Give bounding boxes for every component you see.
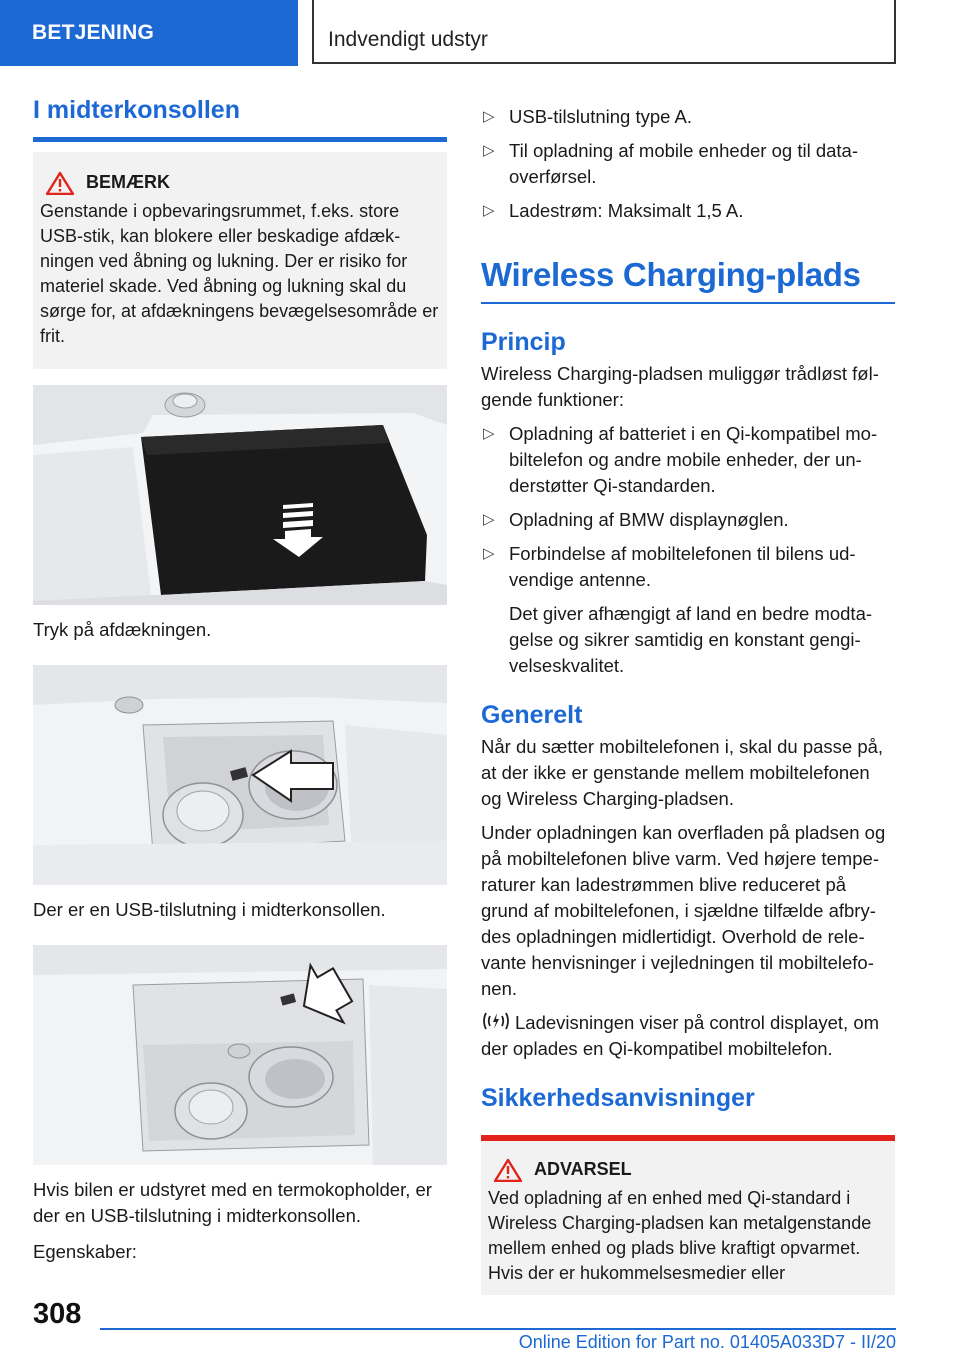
bullet-icon: ▷ xyxy=(483,511,495,528)
bullet-icon: ▷ xyxy=(483,545,495,562)
caption-1: Tryk på afdækningen. xyxy=(33,619,212,640)
caption-2: Der er en USB-tilslutning i midterkonsollen. xyxy=(33,899,386,920)
illustration-cover xyxy=(33,385,447,605)
bullet-icon: ▷ xyxy=(483,425,495,442)
list-item: ▷ Opladning af BMW displaynøglen. xyxy=(481,507,895,533)
list-item: ▷ USB-tilslutning type A. xyxy=(481,104,895,130)
warning-triangle-icon xyxy=(46,171,74,195)
warning-text: Ved opladning af en enhed med Qi-standard i Wireless Charging-pladsen kan metalgenstande mellem enhed og plads blive kraftigt opvarmet. Hvis der er hukommelsesmedier eller xyxy=(488,1188,872,1283)
note-title xyxy=(40,170,441,195)
general-paragraph-2: Under opladningen kan overfladen på pladsen og på mobiltelefonen blive varm. Ved højere temperaturer kan ladestrømmen blive reduceret på grund af mobiltelefonen, i sjældne tilfælde afbrydes opladningen midlertidigt. Overhold de relevante henvisninger i vejledningen til mobiltelefonen. xyxy=(481,822,886,999)
warning-box xyxy=(481,1141,895,1295)
section-heading: I midterkonsollen xyxy=(33,96,447,142)
principle-text: Wireless Charging-pladsen muliggør trådløst følgende funktioner: xyxy=(481,363,879,410)
illustration-cup-holder xyxy=(33,945,447,1165)
principle-list xyxy=(481,421,895,679)
general-heading: Generelt xyxy=(481,701,583,729)
list-item: ▷ Opladning af batteriet i en Qi-kompatibel mobiltelefon og andre mobile enheder, der understøtter Qi-standarden. xyxy=(483,423,878,496)
chapter-heading: Wireless Charging-plads xyxy=(481,248,895,304)
warning-triangle-icon xyxy=(494,1158,522,1182)
right-column xyxy=(481,104,895,1295)
bullet-icon: ▷ xyxy=(483,108,495,125)
page-number: 308 xyxy=(33,1298,82,1330)
bullet-icon: ▷ xyxy=(483,202,495,219)
note-title-text: BEMÆRK xyxy=(86,172,170,192)
list-item: ▷ Ladestrøm: Maksimalt 1,5 A. xyxy=(481,198,895,224)
warning-title-text: ADVARSEL xyxy=(534,1159,632,1179)
properties-list xyxy=(481,104,895,224)
footer-divider xyxy=(100,1328,896,1330)
bullet-icon: ▷ xyxy=(483,142,495,159)
general-paragraph-3: Ladevisningen viser på control displayet, om der oplades en Qi-kompatibel mobiltelefon. xyxy=(481,1012,880,1059)
list-item: ▷ Forbindelse af mobiltelefonen til bilens udvendige antenne. Det giver afhængigt af land en bedre modtagelse og sikrer samtidig en konstant gengivelseskvalitet. xyxy=(481,541,895,679)
left-column xyxy=(33,96,447,1265)
section-tab: BETJENING xyxy=(0,0,298,66)
note-text: Genstande i opbevaringsrummet, f.eks. store USB-stik, kan blokere eller beskadige afdækningen ved åbning og lukning. Der er risiko for materiel skade. Ved åbning og lukning skal du sørge for, at afdækningens bevægelsesområde er frit. xyxy=(40,201,439,346)
list-item-extra: Det giver afhængigt af land en bedre modtagelse og sikrer samtidig en konstant gengivelseskvalitet. xyxy=(509,603,873,676)
note-box xyxy=(33,152,447,369)
principle-heading: Princip xyxy=(481,328,566,356)
general-paragraph-1: Når du sætter mobiltelefonen i, skal du passe på, at der ikke er genstande mellem mobiltelefonen og Wireless Charging-pladsen. xyxy=(481,736,884,809)
page-header xyxy=(0,0,960,66)
wireless-charging-icon xyxy=(481,1010,511,1032)
caption-3: Hvis bilen er udstyret med en termokopholder, er der en USB-tilslutning i midterkonsollen. xyxy=(33,1179,432,1226)
warning-title xyxy=(488,1157,889,1182)
footer-edition: Online Edition for Part no. 01405A033D7 - II/20 xyxy=(518,1332,896,1352)
safety-heading: Sikkerhedsanvisninger xyxy=(481,1084,755,1112)
chapter-title: Indvendigt udstyr xyxy=(312,0,896,64)
properties-label: Egenskaber: xyxy=(33,1241,137,1262)
illustration-usb-console xyxy=(33,665,447,885)
list-item: ▷ Til opladning af mobile enheder og til dataoverførsel. xyxy=(483,140,858,187)
